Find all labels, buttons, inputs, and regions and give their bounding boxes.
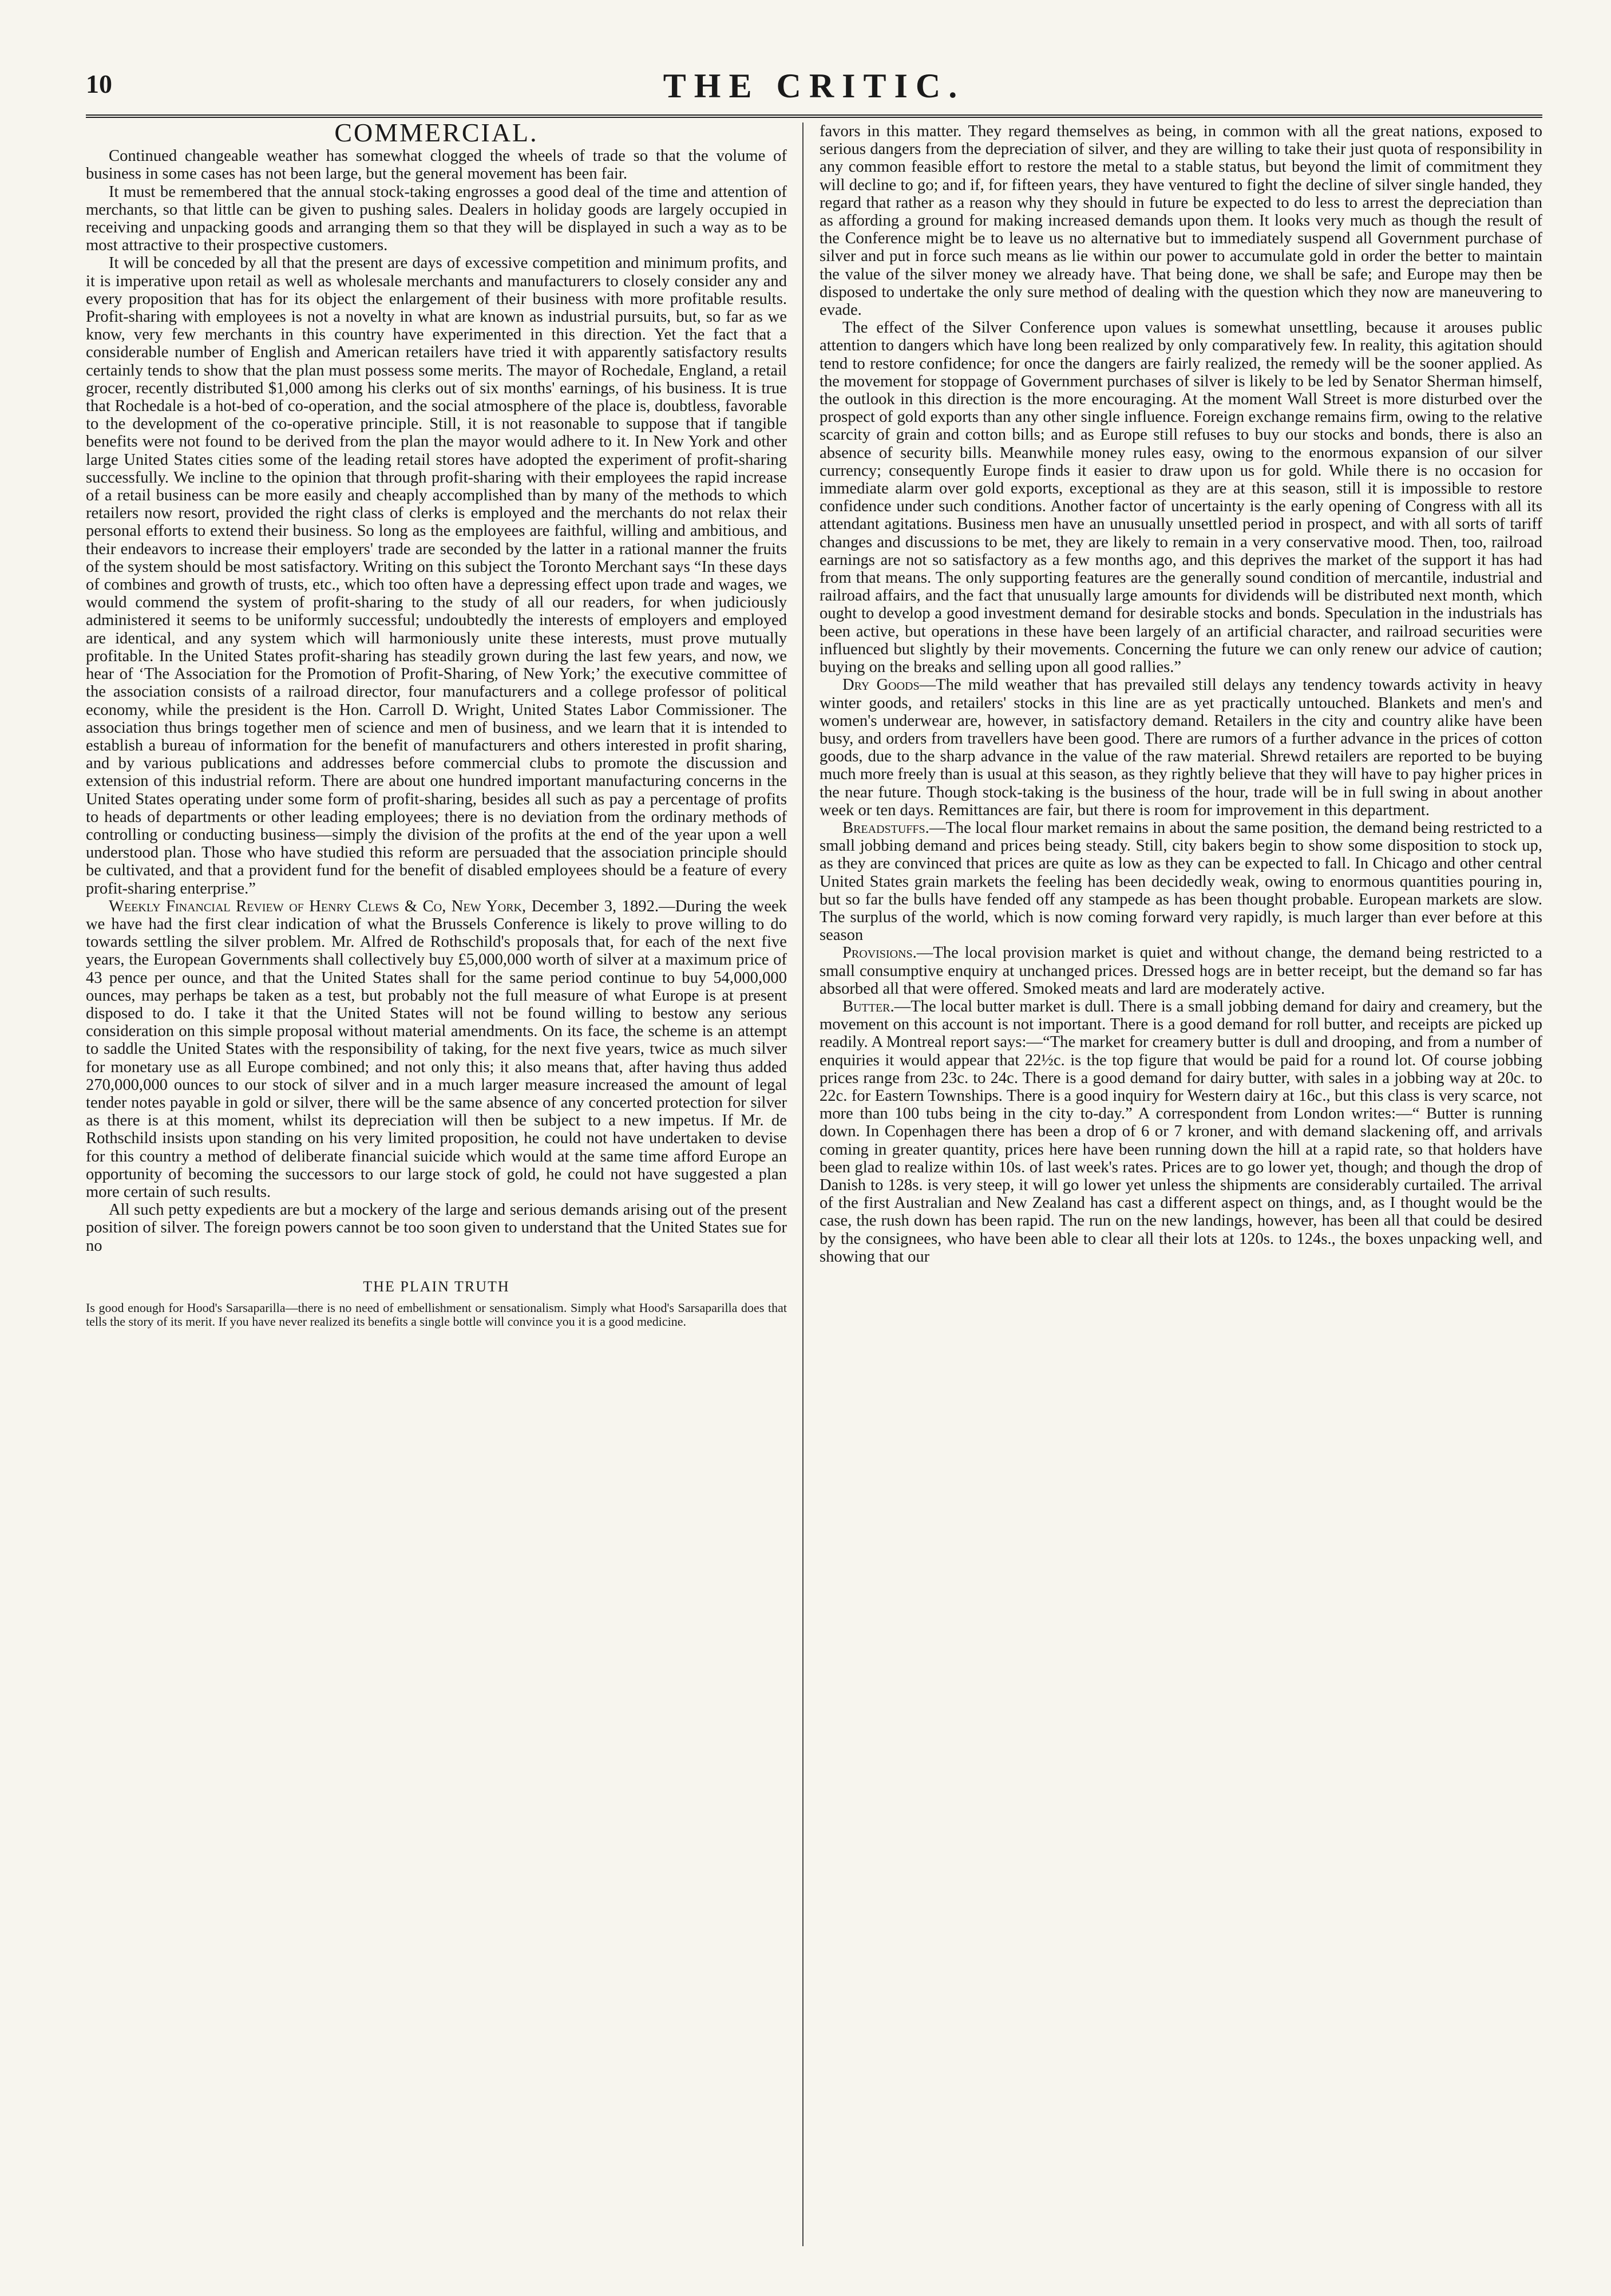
paragraph: favors in this matter. They regard themselves as being, in common with all the great nations, exposed to serious dangers from the depreciation of silver, and they are willing to take their just quota of responsibility in any common feasible effort to restore the metal to a stable status, but beyond the limit of commitment they will decline to go; and if, for fifteen years, they have ventured to fight the decline of silver single handed, they regard that rather as a reason why they should in future be expected to do less to arrest the depreciation than as affording a ground for making increased demands upon them. It looks very much as though the result of the Conference might be to leave us no alternative but to immediately suspend all Government purchase of silver and put in force such means as lie within our power to accumulate gold in order the better to maintain the value of the silver money we already have. That being done, we shall be safe; and Europe may then be disposed to undertake the only sure method of dealing with the question which they now are maneuvering to evade. (820, 122, 1542, 319)
paragraph-body: —The mild weather that has prevailed still delays any tendency towards activity in heavy winter goods, and retailers' stocks in this line are as yet practically untouched. Blankets and men's and women's underwear are, however, in satisfactory demand. Retailers in the city and country alike have been busy, and orders from travellers have been good. There are rumors of a further advance in the prices of cotton goods, due to the sharp advance in the value of the raw material. Shrewd retailers are reported to be buying much more freely than is usual at this season, as they rightly believe that they will have to pay higher prices in the near future. Though stock-taking is the business of the hour, trade will be in full swing in about another week or ten days. Remittances are fair, but there is room for improvement in this department. (820, 676, 1542, 819)
paragraph: All such petty expedients are but a mockery of the large and serious demands arising out of the present position of silver. The foreign powers cannot be too soon given to understand that the United States sue for no (86, 1201, 787, 1255)
section-title: COMMERCIAL. (334, 122, 539, 147)
article-columns (86, 122, 1542, 2252)
page-header (86, 63, 1542, 109)
paragraph-body: —The local provision market is quiet and without change, the demand being restricted to a small consumptive enquiry at unchanged prices. Dressed hogs are in better receipt, but the demand so far has absorbed all that were offered. Smoked meats and lard are moderately active. (820, 944, 1542, 998)
paragraph-lead: Dry Goods (842, 676, 920, 694)
newspaper-page (86, 63, 1542, 2267)
paragraph-body: —The local butter market is dull. There is a small jobbing demand for dairy and creamery, but the movement on this account is not important. There is a good demand for roll butter, and receipts are picked up readily. A Montreal report says:—“The market for creamery butter is dull and drooping, and from a number of enquiries it would appear that 22½c. is the top figure that would be paid for a round lot. Of course jobbing prices range from 23c. to 24c. There is a good demand for dairy butter, with sales in a jobbing way at 20c. to 22c. for Eastern Townships. There is a good inquiry for Western dairy at 16c., but this class is very scarce, not more than 100 tubs being in the city to-day.” A correspondent from London writes:—“ Butter is running down. In Copenhagen there has been a drop of 6 or 7 kroner, and with demand slackening off, and arrivals coming in greater quantity, prices here have been running down the hill at a rapid rate, so that holders have been glad to realize within 10s. of last week's rates. Prices are to go lower yet, though; and though the drop of Danish to 128s. is very steep, it will go lower yet unless the shipments are considerably curtailed. The arrival of the first Australian and New Zealand has cast a different aspect on things, and, as I thought would be the case, the rush down has been rapid. The run on the new landings, however, has been all that could be desired by the consignees, who have been able to clear all their lots at 120s. to 124s., the boxes unpacking well, and showing that our (820, 997, 1542, 1266)
paragraph-body: —The local flour market remains in about the same position, the demand being restricted to a small jobbing demand and prices being steady. Still, city bakers begin to show some disposition to stock up, as they are convinced that prices are quite as low as they can be expected to fall. In Chicago and other central United States grain markets the feeling has been decidedly weak, owing to enormous quantities pouring in, but so far the bulls have fended off any stampede as has been thought probable. European markets are slow. The surplus of the world, which is now coming forward very rapidly, is much larger than ever before at this season (820, 819, 1542, 945)
left-column (86, 122, 787, 2246)
column-divider (802, 122, 803, 2246)
paragraph: Continued changeable weather has somewhat clogged the wheels of trade so that the volume of business in some cases has not been large, but the general movement has been fair. (86, 147, 787, 183)
paragraph (820, 676, 1542, 819)
notice (86, 1301, 787, 1329)
paragraph (820, 819, 1542, 944)
paragraph (820, 944, 1542, 998)
paragraph (820, 998, 1542, 1266)
paragraph-lead: Weekly Financial Review of Henry Clews & Co, New York, (109, 897, 527, 915)
paragraph: It will be conceded by all that the present are days of excessive competition and minimum profits, and it is imperative upon retail as well as wholesale merchants and manufacturers to closely consider any and every proposition that has for its object the enlargement of their business with more profitable results. Profit-sharing with employees is not a novelty in what are known as industrial pursuits, but, so far as we know, very few merchants in this country have experimented in this direction. Yet the fact that a considerable number of English and American retailers have tried it with apparently satisfactory results certainly tends to show that the plan must possess some merits. The mayor of Rochedale, England, a retail grocer, recently distributed $1,000 among his clerks out of six months' earnings, of his business. It is true that Rochedale is a hot-bed of co-operation, and the social atmosphere of the place is, doubtless, favorable to the development of the co-operative principle. Still, it is not reasonable to suppose that if tangible benefits were not found to be derived from the plan the mayor would adhere to it. In New York and other large United States cities some of the leading retail stores have adopted the experiment of profit-sharing successfully. We incline to the opinion that through profit-sharing with their employees the rapid increase of a retail business can be more easily and cheaply accomplished than by many of the methods to which retailers now resort, provided the right class of clerks is employed and the merchants do not relax their personal efforts to extend their business. So long as the employees are faithful, willing and ambitious, and their endeavors to increase their employers' trade are seconded by the latter in a rational manner the fruits of the system should be most satisfactory. Writing on this subject the Toronto Merchant says “In these days of combines and growth of trusts, etc., which too often have a depressing effect upon trade and wages, we would commend the system of profit-sharing to the study of all our readers, for when judiciously administered it seems to be uniformly successful; undoubtedly the interests of employers and employed are identical, and any system which will harmoniously unite these interests, must prove mutually profitable. In the United States profit-sharing has steadily grown during the last few years, and now, we hear of ‘The Association for the Promotion of Profit-Sharing, of New York;’ the executive committee of the association consists of a railroad director, four manufacturers and a college professor of political economy, while the president is the Hon. Carroll D. Wright, United States Labor Commissioner. The association thus brings together men of science and men of business, and we learn that it is intended to establish a bureau of information for the benefit of manufacturers and others interested in profit sharing, and by various publications and addresses before commercial clubs to promote the discussion and extension of this industrial reform. There are about one hundred important manufacturing concerns in the United States operating under some form of profit-sharing, besides all such as pay a percentage of profits to heads of departments or other leading employees; there is no deviation from the ordinary methods of controlling or conducting business—simply the division of the profits at the end of the year upon a well understood plan. Those who have studied this reform are persuaded that the association principle should be cultivated, and that a provident fund for the benefit of disabled employees should be a feature of every profit-sharing enterprise.” (86, 254, 787, 898)
paragraph-body: December 3, 1892.—During the week we have had the first clear indication of what the Brussels Conference is likely to prove willing to do towards settling the silver problem. Mr. Alfred de Rothschild's proposals that, for each of the next five years, the European Governments shall collectively buy £5,000,000 worth of silver at a maximum price of 43 pence per ounce, and that the United States shall for the same period continue to buy 54,000,000 ounces, may perhaps be taken as a test, but probably not the full measure of what Europe is at present disposed to do. I take it that the United States will not be found willing to bestow any serious consideration on this simple proposal without material amendments. On its face, the scheme is an attempt to saddle the United States with the responsibility of taking, for the next five years, twice as much silver for monetary use as all Europe combined; and not only this; it also means that, after having thus added 270,000,000 ounces to our stock of silver and in a much larger measure increased the amount of legal tender notes payable in gold or silver, there will be the same absence of any concerted protection for silver as there is at this moment, whilst its depreciation will then be subject to a new impetus. If Mr. de Rothschild insists upon standing on his very limited proposition, he could not have undertaken to devise for this country a method of deliberate financial suicide which would at the same time afford Europe an opportunity of becoming the successors to our large stock of gold, he could not have suggested a plan more certain of such results. (86, 897, 787, 1201)
notice-text: Is good enough for Hood's Sarsaparilla—there is no need of embellishment or sensationalism. Simply what Hood's Sarsaparilla does that tells the story of its merit. If you have never realized its benefits a single bottle will convince you it is a good medicine. (86, 1301, 787, 1329)
paragraph: The effect of the Silver Conference upon values is somewhat unsettling, because it arouses public attention to dangers which have long been realized by only comparatively few. In reality, this agitation should tend to restore confidence; for once the dangers are fairly realized, the remedy will be the sooner applied. As the movement for stoppage of Government purchases of silver is likely to be led by Senator Sherman himself, the outlook in this direction is the more encouraging. At the moment Wall Street is more disturbed over the prospect of gold exports than any other single influence. Foreign exchange remains firm, owing to the relative scarcity of grain and cotton bills; and as Europe still refuses to buy our stocks and bonds, there is also an absence of security bills. Meanwhile money rules easy, owing to the enormous expansion of our silver currency; consequently Europe finds it easier to draw upon us for gold. While there is no occasion for immediate alarm over gold exports, exceptional as they are at this season, still it is impossible to restore confidence under such conditions. Another factor of uncertainty is the early opening of Congress with all its attendant agitations. Business men have an unusually unsettled period in prospect, and with all sorts of tariff changes and discussions to be met, they are likely to remain in a very conservative mood. Then, too, railroad earnings are not so satisfactory as a few months ago, and this deprives the market of the support it has had from that means. The only supporting features are the generally sound condition of mercantile, industrial and railroad affairs, and the fact that unusually large amounts for dividends will be distributed next month, which ought to develop a good investment demand for desirable stocks and bonds. Speculation in the industrials has been active, but operations in these have been largely of an artificial character, and railroad securities were influenced but slightly by their movements. Concerning the future we can only renew our advice of caution; buying on the breaks and selling upon all good rallies.” (820, 319, 1542, 677)
page-number: 10 (86, 69, 112, 98)
right-column (820, 122, 1542, 2246)
paragraph (86, 898, 787, 1201)
paragraph: It must be remembered that the annual stock-taking engrosses a good deal of the time and attention of merchants, so that little can be given to pushing sales. Dealers in holiday goods are largely occupied in receiving and unpacking goods and arranging them so that they will be displayed in such a way as to be most attractive to their prospective customers. (86, 183, 787, 255)
paragraph-lead: Provisions. (842, 944, 917, 962)
paragraph-lead: Butter. (842, 997, 894, 1015)
notice-title: THE PLAIN TRUTH (363, 1278, 510, 1295)
masthead: THE CRITIC. (663, 67, 965, 105)
header-rule (86, 114, 1542, 118)
paragraph-lead: Breadstuffs. (842, 819, 929, 837)
